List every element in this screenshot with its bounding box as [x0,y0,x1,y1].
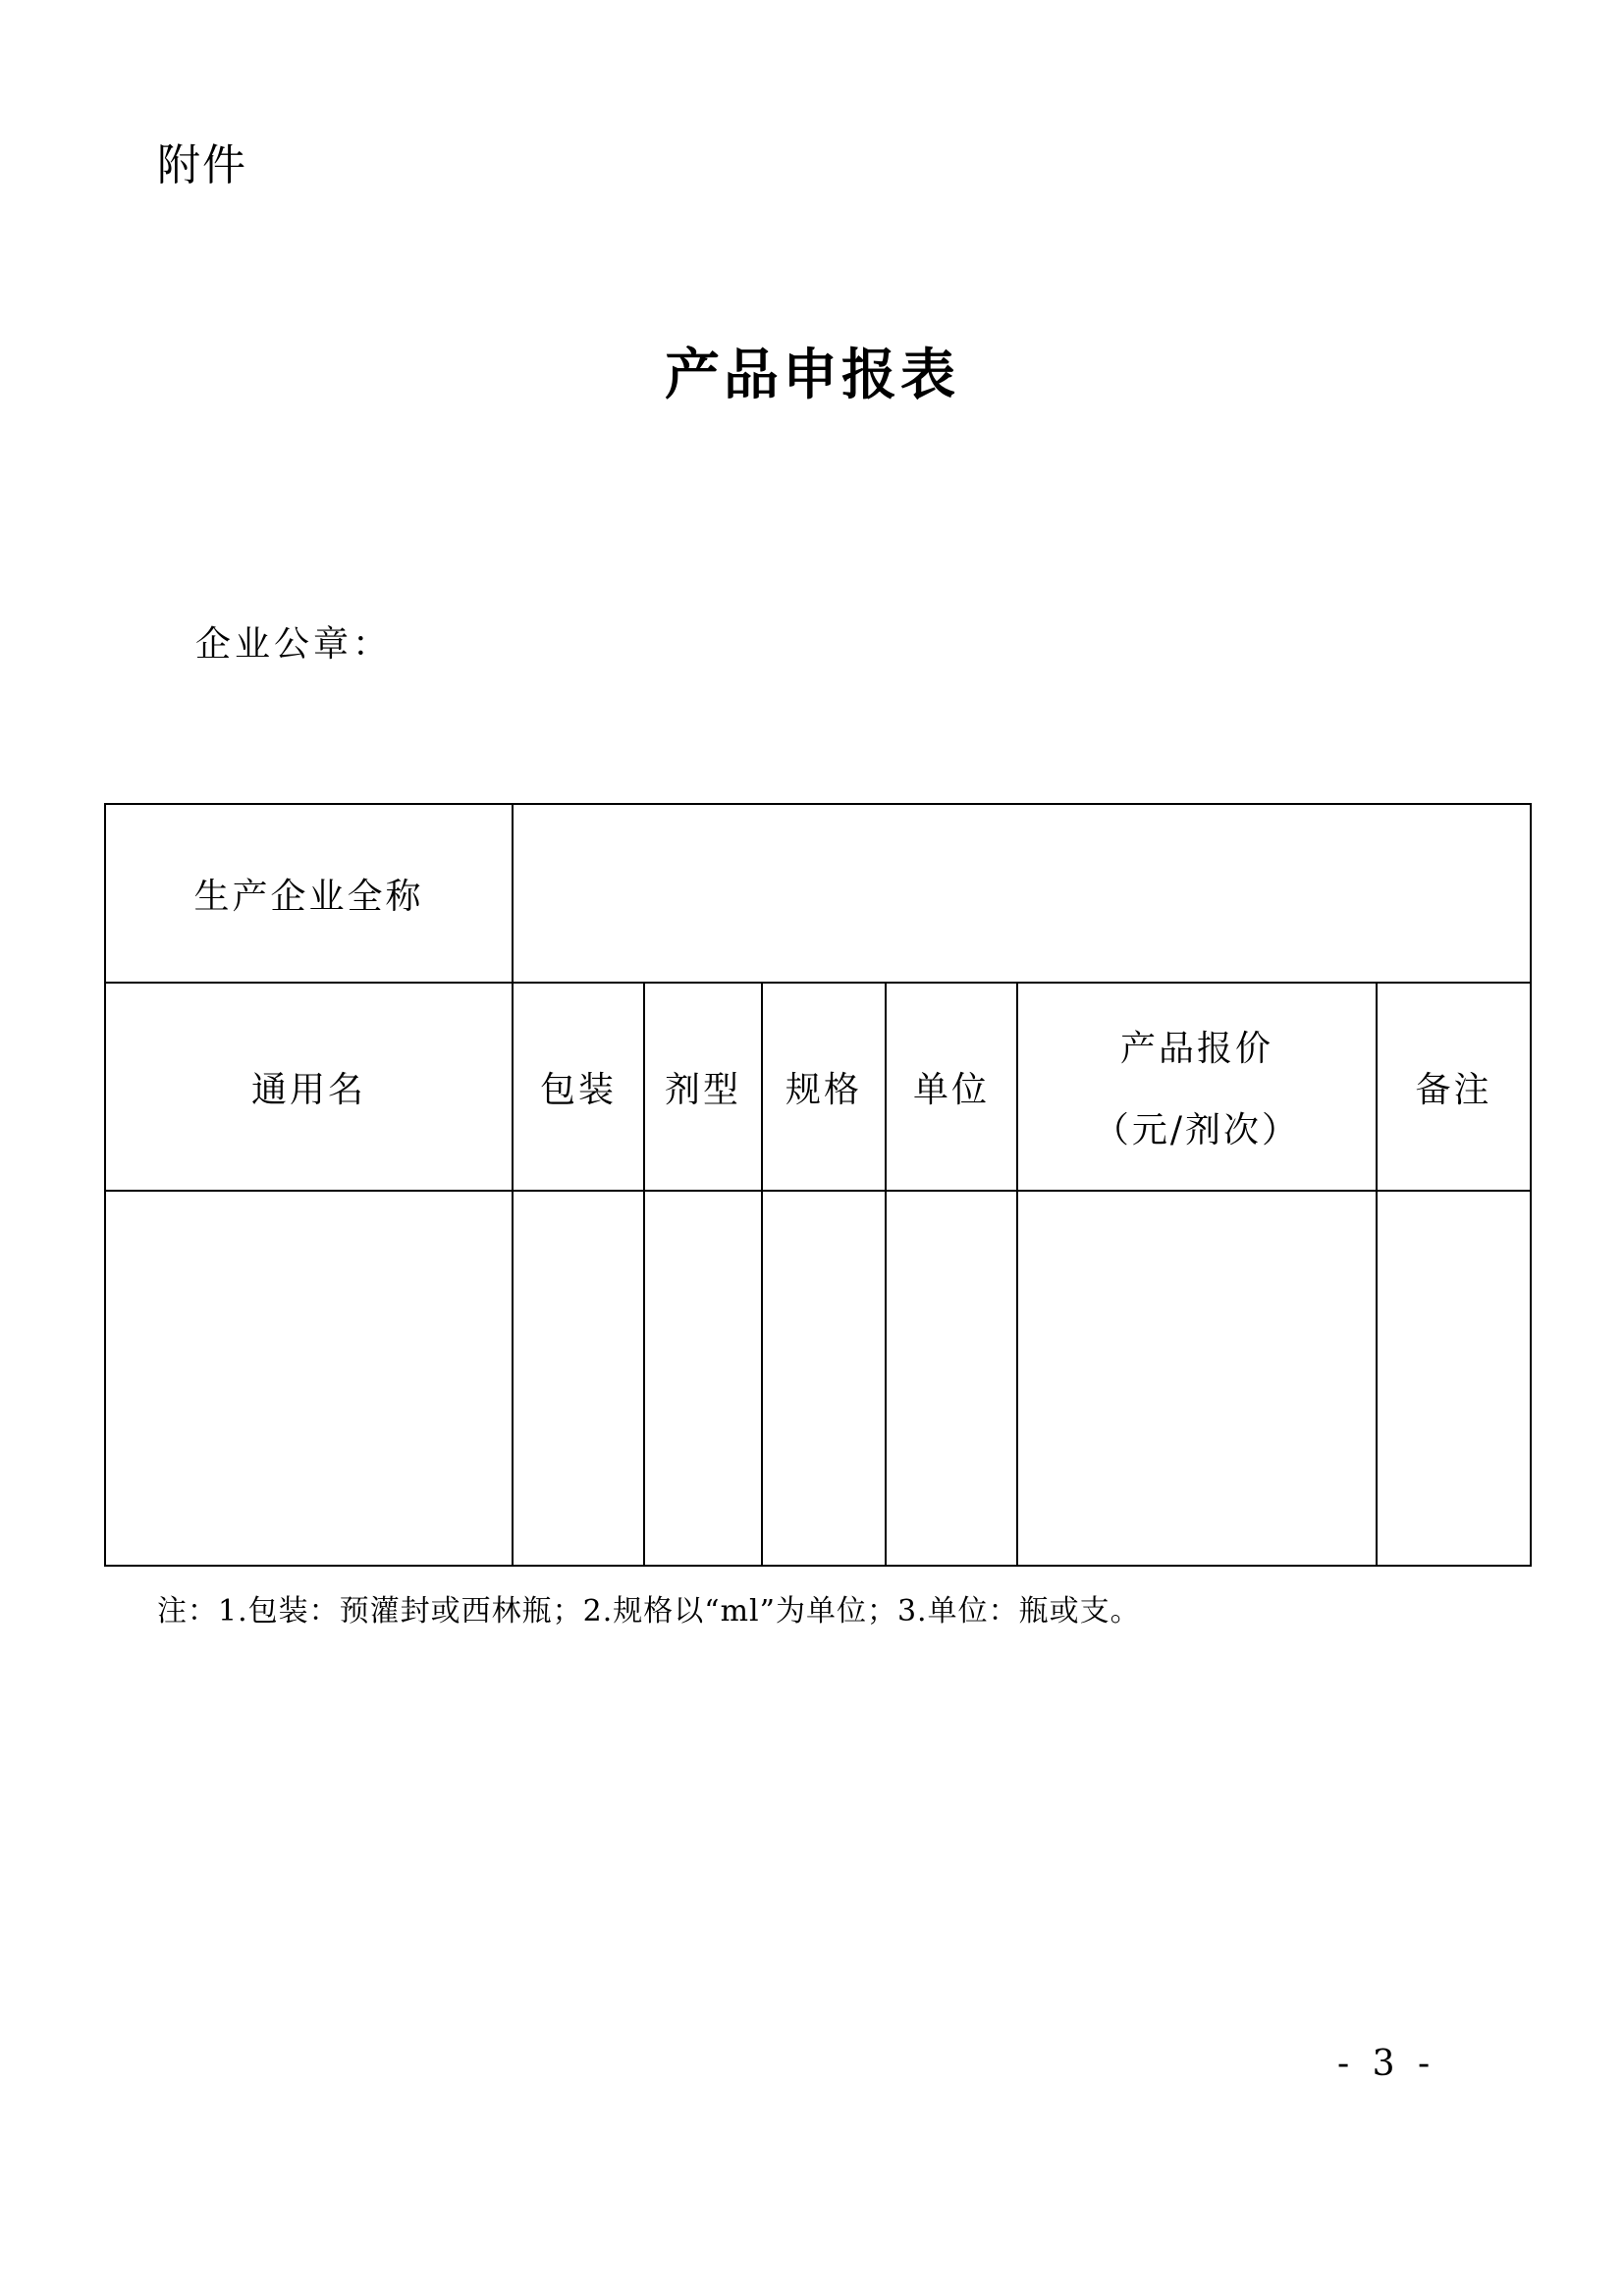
cell-packaging[interactable] [513,1191,644,1566]
column-header-price [1017,983,1377,1191]
column-header-row [105,983,1531,1191]
column-header-remarks: 备注 [1377,983,1531,1191]
column-header-specification: 规格 [762,983,886,1191]
cell-dosage-form[interactable] [644,1191,762,1566]
price-header-line1: 产品报价 [1119,1029,1273,1069]
cell-specification[interactable] [762,1191,886,1566]
column-header-packaging: 包装 [513,983,644,1191]
cell-remarks[interactable] [1377,1191,1531,1566]
product-declaration-table [104,803,1532,1567]
cell-generic-name[interactable] [105,1191,513,1566]
column-header-unit: 单位 [886,983,1017,1191]
price-header-line2: （元/剂次） [1093,1110,1301,1150]
table-row [105,1191,1531,1566]
page-title: 产品申报表 [665,343,959,407]
column-header-dosage-form: 剂型 [644,983,762,1191]
attachment-label: 附件 [157,140,247,190]
company-full-name-field[interactable] [513,804,1531,983]
company-full-name-label: 生产企业全称 [105,804,513,983]
page-number: - 3 - [1337,2044,1436,2084]
company-name-row [105,804,1531,983]
column-header-generic-name: 通用名 [105,983,513,1191]
footnote: 注：1.包装：预灌封或西林瓶；2.规格以“ml”为单位；3.单位：瓶或支。 [157,1594,1141,1629]
cell-price[interactable] [1017,1191,1377,1566]
company-seal-label: 企业公章： [195,624,393,665]
cell-unit[interactable] [886,1191,1017,1566]
